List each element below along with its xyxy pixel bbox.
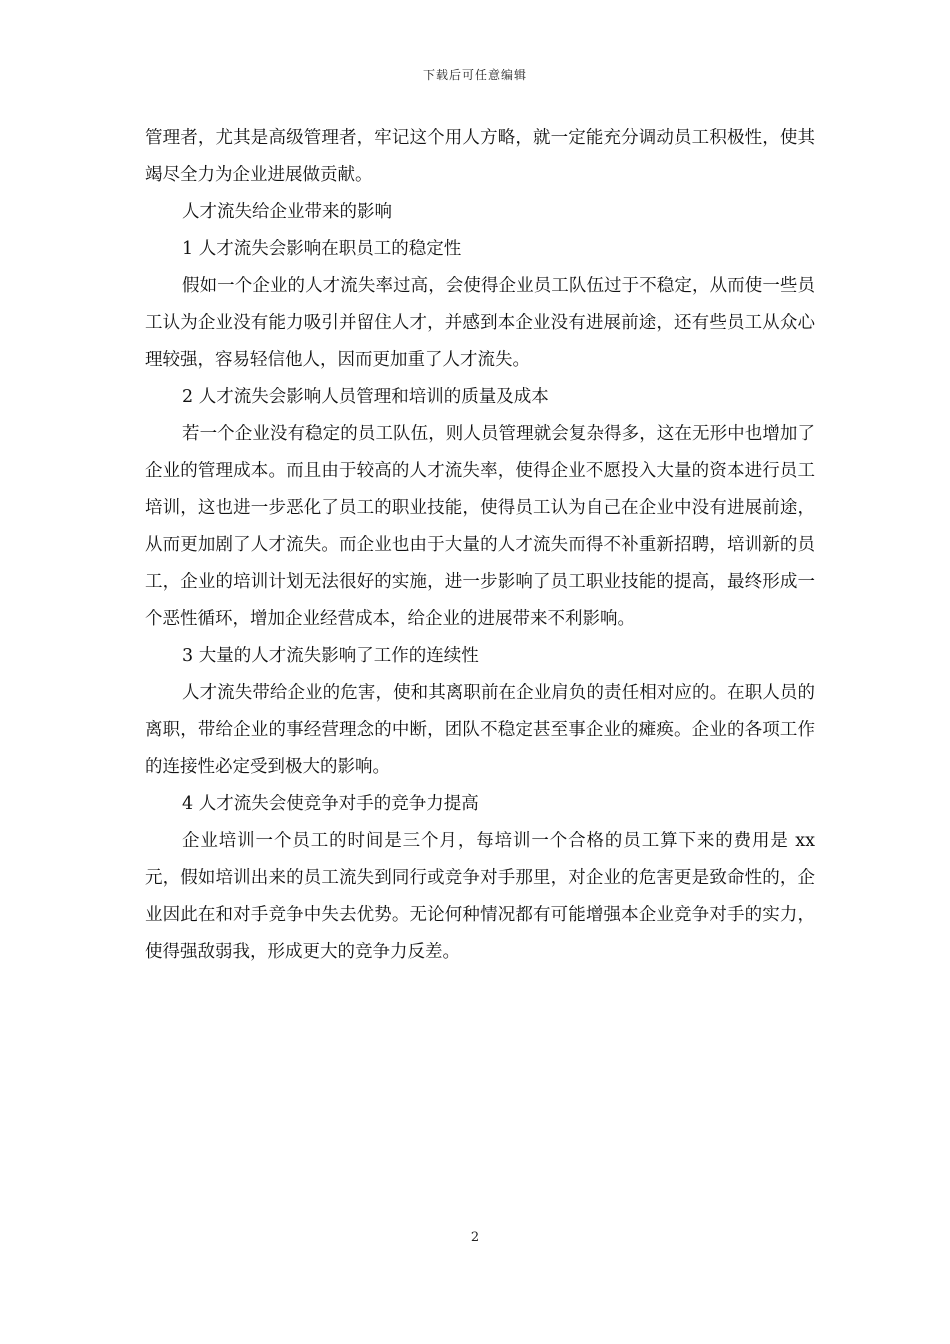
page-header: 下载后可任意编辑 bbox=[422, 68, 527, 82]
section-heading-impact: 人才流失给企业带来的影响 bbox=[182, 202, 392, 222]
subheading-3: 3 大量的人才流失影响了工作的连续性 bbox=[182, 646, 479, 666]
paragraph-continuation: 管理者，尤其是高级管理者，牢记这个用人方略，就一定能充分调动员工积极性，使其竭尽全力为企业进展做贡献。 bbox=[145, 128, 815, 185]
paragraph-4: 企业培训一个员工的时间是三个月，每培训一个合格的员工算下来的费用是 xx 元，假如培训出来的员工流失到同行或竞争对手那里，对企业的危害更是致命性的，企业因此在和对手竞争中失去优势。无论何种情况都有可能增强本企业竞争对手的实力，使得强敌弱我，形成更大的竞争力反差。 bbox=[145, 831, 815, 962]
subheading-4: 4 人才流失会使竞争对手的竞争力提高 bbox=[182, 794, 479, 814]
page-number: 2 bbox=[470, 1230, 480, 1245]
subheading-2: 2 人才流失会影响人员管理和培训的质量及成本 bbox=[182, 387, 549, 407]
paragraph-3: 人才流失带给企业的危害，使和其离职前在企业肩负的责任相对应的。在职人员的离职，带给企业的事经营理念的中断，团队不稳定甚至事企业的瘫痪。企业的各项工作的连接性必定受到极大的影响。 bbox=[145, 683, 815, 777]
subheading-1: 1 人才流失会影响在职员工的稳定性 bbox=[182, 239, 462, 259]
paragraph-2: 若一个企业没有稳定的员工队伍，则人员管理就会复杂得多，这在无形中也增加了企业的管理成本。而且由于较高的人才流失率，使得企业不愿投入大量的资本进行员工培训，这也进一步恶化了员工的职业技能，使得员工认为自己在企业中没有进展前途，从而更加剧了人才流失。而企业也由于大量的人才流失而得不补重新招聘，培训新的员工，企业的培训计划无法很好的实施，进一步影响了员工职业技能的提高，最终形成一个恶性循环，增加企业经营成本，给企业的进展带来不利影响。 bbox=[145, 424, 815, 629]
document-body bbox=[145, 120, 815, 971]
paragraph-1: 假如一个企业的人才流失率过高，会使得企业员工队伍过于不稳定，从而使一些员工认为企业没有能力吸引并留住人才，并感到本企业没有进展前途，还有些员工从众心理较强，容易轻信他人，因而更加重了人才流失。 bbox=[145, 276, 815, 370]
